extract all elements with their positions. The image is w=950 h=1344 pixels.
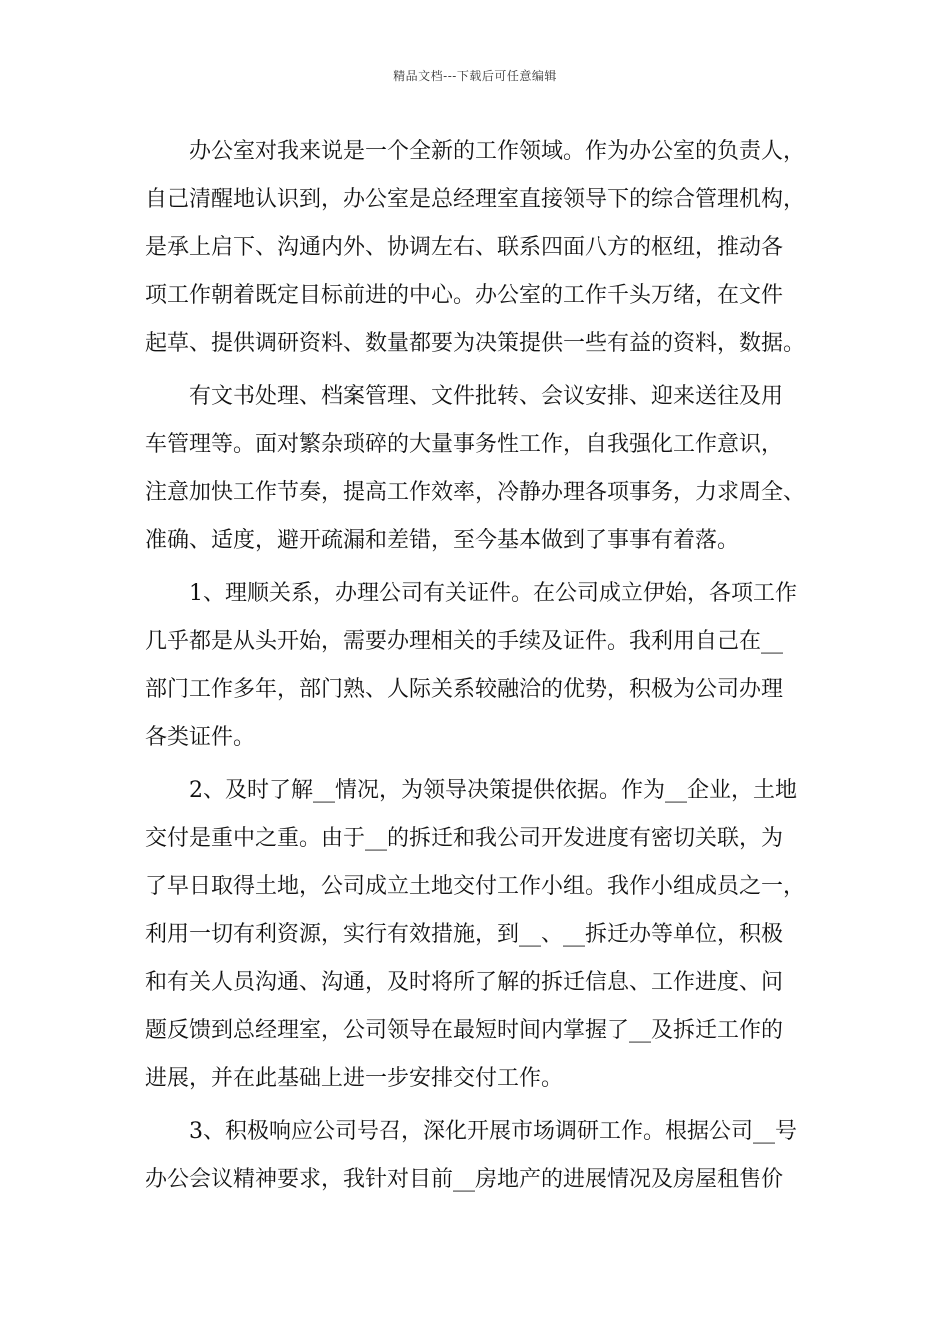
paragraph-line: 办公会议精神要求，我针对目前__房地产的进展情况及房屋租售价 — [145, 1167, 784, 1192]
paragraph-line: 进展，并在此基础上进一步安排交付工作。 — [145, 1066, 564, 1091]
paragraph-line: 注意加快工作节奏，提高工作效率，冷静办理各项事务，力求周全、 — [145, 480, 806, 505]
paragraph-line: 起草、提供调研资料、数量都要为决策提供一些有益的资料，数据。 — [145, 331, 806, 356]
document-body — [145, 128, 825, 1209]
paragraph-line: 和有关人员沟通、沟通，及时将所了解的拆迁信息、工作进度、问 — [145, 970, 784, 995]
paragraph-line: 交付是重中之重。由于__的拆迁和我公司开发进度有密切关联，为 — [145, 826, 784, 851]
paragraph-line: 了早日取得土地，公司成立土地交付工作小组。我作小组成员之一， — [145, 874, 806, 899]
paragraph-line: 是承上启下、沟通内外、协调左右、联系四面八方的枢纽，推动各 — [145, 235, 784, 260]
paragraph-2 — [145, 373, 825, 565]
paragraph-1 — [145, 128, 825, 368]
paragraph-line: 有文书处理、档案管理、文件批转、会议安排、迎来送往及用 — [189, 384, 784, 409]
paragraph-5 — [145, 1108, 825, 1204]
paragraph-line: 几乎都是从头开始，需要办理相关的手续及证件。我利用自己在__ — [145, 629, 784, 654]
paragraph-line: 3、积极响应公司号召，深化开展市场调研工作。根据公司__号 — [189, 1119, 797, 1144]
paragraph-line: 办公室对我来说是一个全新的工作领域。作为办公室的负责人， — [189, 139, 806, 164]
paragraph-line: 2、及时了解__情况，为领导决策提供依据。作为__企业，土地 — [189, 778, 797, 803]
paragraph-line: 各类证件。 — [145, 725, 256, 750]
paragraph-line: 车管理等。面对繁杂琐碎的大量事务性工作，自我强化工作意识， — [145, 432, 784, 457]
paragraph-line: 利用一切有利资源，实行有效措施，到__、__拆迁办等单位，积极 — [145, 922, 784, 947]
paragraph-line: 部门工作多年，部门熟、人际关系较融洽的优势，积极为公司办理 — [145, 677, 784, 702]
paragraph-line: 1、理顺关系，办理公司有关证件。在公司成立伊始，各项工作 — [189, 581, 797, 606]
paragraph-3 — [145, 570, 825, 762]
paragraph-line: 自己清醒地认识到，办公室是总经理室直接领导下的综合管理机构， — [145, 187, 806, 212]
paragraph-4 — [145, 767, 825, 1103]
paragraph-line: 题反馈到总经理室，公司领导在最短时间内掌握了__及拆迁工作的 — [145, 1018, 784, 1043]
paragraph-line: 准确、适度，避开疏漏和差错，至今基本做到了事事有着落。 — [145, 528, 740, 553]
paragraph-line: 项工作朝着既定目标前进的中心。办公室的工作千头万绪，在文件 — [145, 283, 784, 308]
page-header: 精品文档---下载后可任意编辑 — [393, 69, 557, 83]
